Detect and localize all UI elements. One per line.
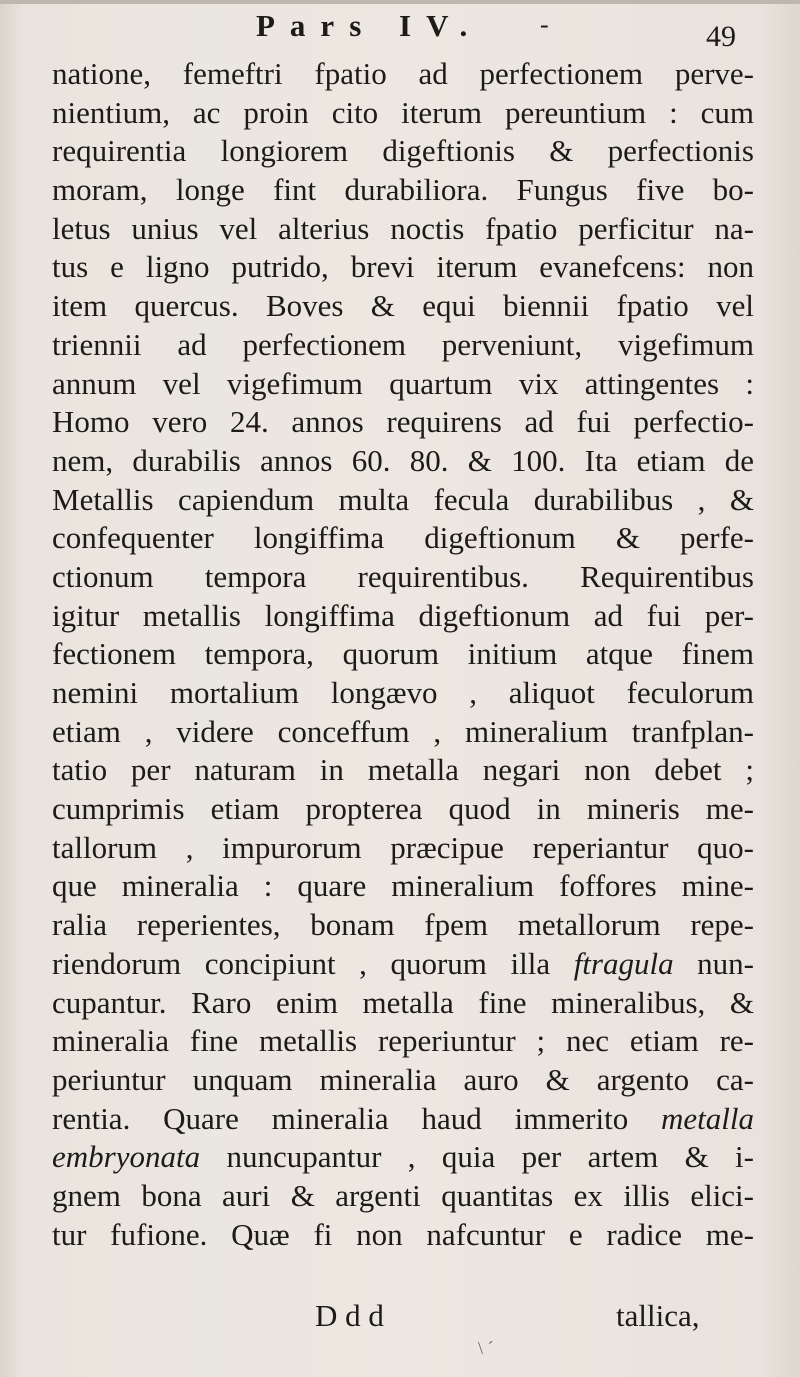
text-segment: tallorum , impurorum præcipue reperiantur quo- [52,829,754,865]
text-line [52,287,754,326]
running-head: Pars IV. [256,8,483,43]
catchword: tallica, [616,1298,700,1333]
text-line [52,403,754,442]
text-line [52,829,754,868]
text-line [52,171,754,210]
text-segment: periuntur unquam mineralia auro & argento ca- [52,1061,754,1097]
text-segment: nemini mortalium longævo , aliquot feculorum [52,675,754,710]
text-line [52,867,754,906]
text-line [52,132,754,171]
italic-term: ftragula [573,945,674,981]
text-line [52,674,754,713]
text-line [52,1216,754,1255]
text-segment: letus unius vel alterius noctis fpatio perficitur na- [52,210,754,246]
text-line [52,210,754,249]
text-line [52,713,754,752]
text-line [52,945,754,984]
text-line [52,94,754,133]
text-segment: tus e ligno putrido, brevi iterum evanefcens: non [52,249,754,285]
text-line [52,558,754,597]
text-segment: ralia reperientes, bonam fpem metallorum repe- [52,907,754,943]
text-segment: Metallis capiendum multa fecula durabilibus , & [52,481,754,517]
text-line [52,1138,754,1177]
text-line [52,751,754,790]
page-number: 49 [706,20,736,53]
text-segment: etiam , videre conceffum , mineralium tranfplan- [52,713,754,749]
top-edge [0,0,800,4]
text-segment: que mineralia : quare mineralium foffores mine- [52,868,754,904]
text-line [52,442,754,481]
text-line [52,1061,754,1100]
text-line [52,906,754,945]
text-segment: nuncupantur , quia per artem & i- [200,1139,754,1175]
text-segment: riendorum concipiunt , quorum illa [52,945,574,981]
text-segment: item quercus. Boves & equi biennii fpatio vel [52,288,754,324]
text-line [52,790,754,829]
text-line [52,984,754,1023]
head-mark: - [540,10,549,39]
text-line [52,1100,754,1139]
text-line [52,481,754,520]
text-segment: nem, durabilis annos 60. 80. & 100. Ita etiam de [52,442,754,478]
signature-mark: D d d [315,1298,384,1333]
italic-term: embryonata [52,1139,201,1175]
text-segment: nun- [673,945,754,981]
text-line [52,519,754,558]
text-segment: rentia. Quare mineralia haud immerito [52,1100,661,1136]
text-line [52,365,754,404]
text-segment: requirentia longiorem digeftionis & perfectionis [52,133,754,169]
text-line [52,248,754,287]
text-segment: natione, femeftri fpatio ad perfectionem perve- [52,56,754,91]
text-segment: cumprimis etiam propterea quod in mineris me- [52,791,754,827]
text-segment: confequenter longiffima digeftionum & perfe- [52,520,754,556]
text-line [52,635,754,674]
text-segment: igitur metallis longiffima digeftionum ad fui per- [52,597,754,633]
text-line [52,326,754,365]
text-segment: ctionum tempora requirentibus. Requirentibus [52,558,754,594]
text-segment: tur fufione. Quæ fi non nafcuntur e radice me- [52,1216,754,1252]
stray-marks: \ ´ [478,1338,494,1358]
text-segment: tatio per naturam in metalla negari non debet ; [52,752,754,788]
text-segment: annum vel vigefimum quartum vix attingentes : [52,365,754,401]
text-line [52,55,754,94]
text-segment: Homo vero 24. annos requirens ad fui perfectio- [52,404,754,440]
text-segment: cupantur. Raro enim metalla fine mineralibus, & [52,984,754,1020]
text-line [52,1022,754,1061]
text-line [52,597,754,636]
text-segment: triennii ad perfectionem perveniunt, vigefimum [52,326,754,362]
text-segment: fectionem tempora, quorum initium atque finem [52,636,754,672]
text-segment: nientium, ac proin cito iterum pereuntium : cum [52,94,754,130]
body-text [52,55,754,1254]
italic-term: metalla [661,1100,754,1136]
text-segment: mineralia fine metallis reperiuntur ; nec etiam re- [52,1023,754,1059]
text-segment: moram, longe fint durabiliora. Fungus five bo- [52,172,754,208]
text-segment: gnem bona auri & argenti quantitas ex illis elici- [52,1177,754,1213]
text-line [52,1177,754,1216]
